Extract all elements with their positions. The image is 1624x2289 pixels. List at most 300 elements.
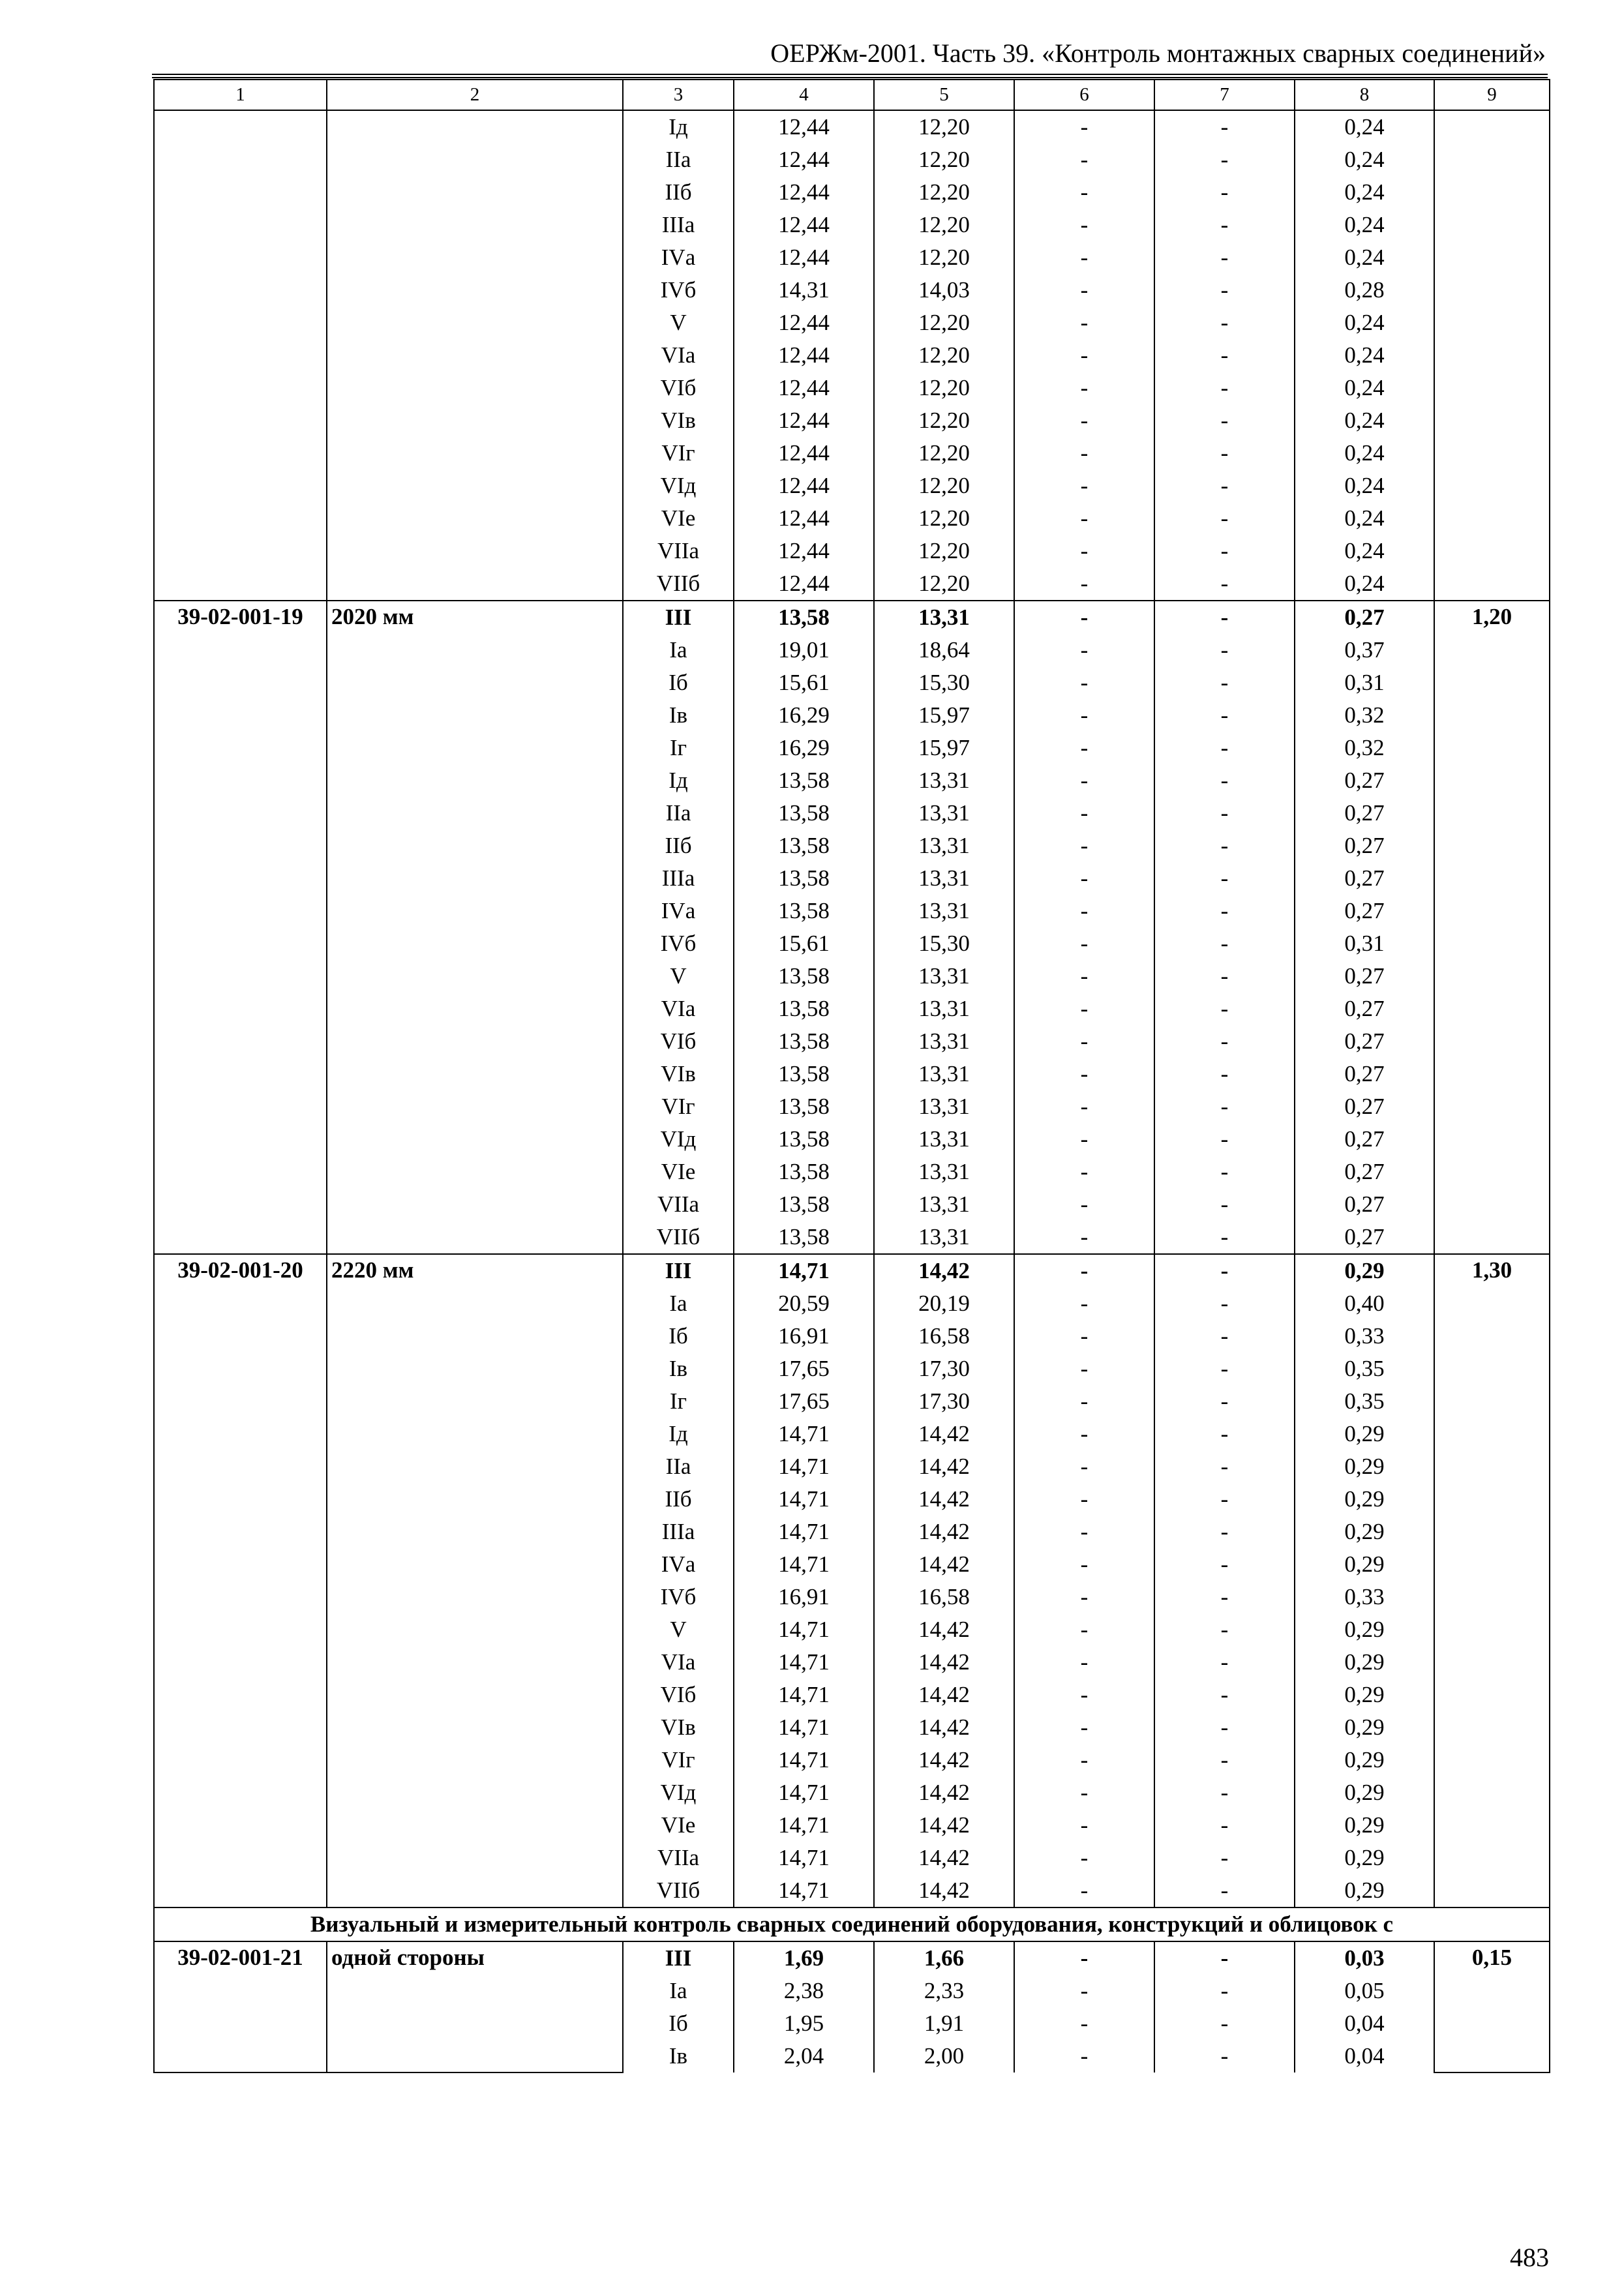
value-cell: - [1014, 1090, 1154, 1123]
column-number: 4 [734, 80, 874, 110]
value-cell: 13,58 [734, 895, 874, 927]
value-cell: - [1154, 1842, 1295, 1874]
page-number: 483 [1510, 2243, 1549, 2272]
value-cell: 1,66 [874, 1941, 1014, 1975]
value-cell: - [1154, 502, 1295, 535]
value-cell: 0,29 [1295, 1254, 1434, 1287]
value-cell: 13,31 [874, 764, 1014, 797]
header-rule [152, 74, 1548, 75]
value-cell: 14,42 [874, 1646, 1014, 1679]
value-cell: 12,20 [874, 241, 1014, 274]
value-cell: 12,44 [734, 241, 874, 274]
column-number: 7 [1154, 80, 1295, 110]
value-cell: 15,30 [874, 927, 1014, 960]
value-cell: 0,29 [1295, 1809, 1434, 1842]
degree-cell: VIIа [623, 1842, 734, 1874]
degree-cell: VIе [623, 1809, 734, 1842]
coefficient: 1,20 [1434, 601, 1550, 1254]
rates-table [153, 79, 1550, 2073]
value-cell: 18,64 [874, 634, 1014, 666]
value-cell: 14,42 [874, 1254, 1014, 1287]
degree-cell: V [623, 307, 734, 339]
value-cell: - [1154, 535, 1295, 567]
value-cell: - [1154, 1516, 1295, 1548]
value-cell: 1,95 [734, 2007, 874, 2040]
value-cell: - [1014, 960, 1154, 993]
value-cell: - [1154, 1646, 1295, 1679]
degree-cell: V [623, 960, 734, 993]
value-cell: - [1014, 699, 1154, 732]
rate-name: 2220 мм [327, 1254, 623, 1908]
value-cell: 0,31 [1295, 666, 1434, 699]
rates-table-body [154, 80, 1550, 2072]
value-cell: - [1014, 1679, 1154, 1711]
value-cell: - [1154, 1581, 1295, 1613]
degree-cell: VIIа [623, 535, 734, 567]
value-cell: 13,58 [734, 1156, 874, 1188]
column-number: 6 [1014, 80, 1154, 110]
value-cell: 13,58 [734, 1025, 874, 1058]
degree-cell: VIIб [623, 1874, 734, 1908]
value-cell: - [1154, 960, 1295, 993]
value-cell: 15,97 [874, 699, 1014, 732]
value-cell: 20,19 [874, 1287, 1014, 1320]
value-cell: 13,58 [734, 601, 874, 634]
value-cell: 14,71 [734, 1418, 874, 1450]
value-cell: - [1014, 1809, 1154, 1842]
value-cell: 0,37 [1295, 634, 1434, 666]
value-cell: - [1014, 927, 1154, 960]
value-cell: 14,42 [874, 1548, 1014, 1581]
value-cell: - [1014, 437, 1154, 470]
value-cell: - [1014, 143, 1154, 176]
value-cell: 14,71 [734, 1711, 874, 1744]
value-cell: - [1154, 1025, 1295, 1058]
value-cell: - [1154, 1058, 1295, 1090]
degree-cell: V [623, 1613, 734, 1646]
value-cell: - [1014, 634, 1154, 666]
value-cell: 12,44 [734, 470, 874, 502]
value-cell: 0,33 [1295, 1320, 1434, 1353]
value-cell: - [1014, 1287, 1154, 1320]
value-cell: 0,32 [1295, 699, 1434, 732]
value-cell: 0,31 [1295, 927, 1434, 960]
value-cell: - [1154, 1450, 1295, 1483]
value-cell: - [1154, 1809, 1295, 1842]
degree-cell: VIв [623, 404, 734, 437]
degree-cell: VIг [623, 437, 734, 470]
value-cell: 13,31 [874, 830, 1014, 862]
value-cell: - [1154, 1418, 1295, 1450]
value-cell: - [1014, 1842, 1154, 1874]
value-cell: 0,27 [1295, 601, 1434, 634]
value-cell: - [1154, 1776, 1295, 1809]
value-cell: 12,20 [874, 404, 1014, 437]
value-cell: - [1154, 601, 1295, 634]
value-cell: 12,44 [734, 437, 874, 470]
degree-cell: VIг [623, 1090, 734, 1123]
value-cell: 0,24 [1295, 307, 1434, 339]
value-cell: - [1014, 404, 1154, 437]
value-cell: 13,31 [874, 1090, 1014, 1123]
value-cell: - [1154, 1254, 1295, 1287]
value-cell: 13,31 [874, 1221, 1014, 1254]
value-cell: 13,31 [874, 1123, 1014, 1156]
degree-cell: VIг [623, 1744, 734, 1776]
degree-cell: IVа [623, 1548, 734, 1581]
value-cell: - [1014, 1548, 1154, 1581]
value-cell: - [1154, 830, 1295, 862]
value-cell: - [1014, 797, 1154, 830]
value-cell: 0,29 [1295, 1418, 1434, 1450]
table-row [154, 110, 1550, 143]
running-header: ОЕРЖм-2001. Часть 39. «Контроль монтажных сварных соединений» [770, 38, 1546, 68]
degree-cell: VIв [623, 1711, 734, 1744]
value-cell: 0,29 [1295, 1613, 1434, 1646]
value-cell: 14,42 [874, 1711, 1014, 1744]
degree-cell: IIб [623, 176, 734, 209]
value-cell: - [1154, 666, 1295, 699]
value-cell: 14,71 [734, 1516, 874, 1548]
rate-name [327, 110, 623, 601]
degree-cell: IIIа [623, 862, 734, 895]
value-cell: 0,03 [1295, 1941, 1434, 1975]
value-cell: 14,71 [734, 1679, 874, 1711]
value-cell: - [1154, 1188, 1295, 1221]
value-cell: - [1014, 1254, 1154, 1287]
value-cell: 13,31 [874, 960, 1014, 993]
degree-cell: VIв [623, 1058, 734, 1090]
value-cell: - [1154, 1711, 1295, 1744]
rate-code [154, 110, 327, 601]
value-cell: - [1014, 1941, 1154, 1975]
rate-code: 39-02-001-21 [154, 1941, 327, 2072]
value-cell: 14,71 [734, 1744, 874, 1776]
value-cell: 0,29 [1295, 1744, 1434, 1776]
value-cell: - [1014, 993, 1154, 1025]
value-cell: - [1154, 567, 1295, 601]
value-cell: - [1154, 1613, 1295, 1646]
value-cell: 0,29 [1295, 1516, 1434, 1548]
value-cell: 13,58 [734, 1221, 874, 1254]
value-cell: - [1154, 1744, 1295, 1776]
value-cell: 0,29 [1295, 1548, 1434, 1581]
value-cell: 12,44 [734, 404, 874, 437]
value-cell: 0,05 [1295, 1975, 1434, 2007]
value-cell: 15,97 [874, 732, 1014, 764]
degree-cell: VIб [623, 1679, 734, 1711]
value-cell: - [1154, 1874, 1295, 1908]
value-cell: 14,71 [734, 1874, 874, 1908]
degree-cell: Iв [623, 1353, 734, 1385]
table-row [154, 601, 1550, 634]
value-cell: 14,42 [874, 1418, 1014, 1450]
value-cell: - [1154, 1941, 1295, 1975]
value-cell: 14,31 [734, 274, 874, 307]
value-cell: 13,31 [874, 1156, 1014, 1188]
value-cell: - [1154, 1156, 1295, 1188]
value-cell: 13,58 [734, 1090, 874, 1123]
value-cell: 0,27 [1295, 764, 1434, 797]
value-cell: 20,59 [734, 1287, 874, 1320]
value-cell: 12,20 [874, 470, 1014, 502]
value-cell: 0,29 [1295, 1776, 1434, 1809]
value-cell: 0,27 [1295, 1188, 1434, 1221]
table-row [154, 1254, 1550, 1287]
degree-cell: VIIб [623, 567, 734, 601]
degree-cell: Iб [623, 666, 734, 699]
value-cell: 0,29 [1295, 1679, 1434, 1711]
value-cell: 0,28 [1295, 274, 1434, 307]
value-cell: - [1154, 110, 1295, 143]
value-cell: 0,29 [1295, 1450, 1434, 1483]
value-cell: 12,44 [734, 209, 874, 241]
value-cell: 12,20 [874, 339, 1014, 372]
value-cell: - [1014, 1613, 1154, 1646]
value-cell: 13,31 [874, 797, 1014, 830]
value-cell: 17,65 [734, 1353, 874, 1385]
value-cell: - [1154, 2007, 1295, 2040]
section-heading: Визуальный и измерительный контроль сварных соединений оборудования, конструкций и облицовок с [154, 1908, 1550, 1941]
value-cell: 14,42 [874, 1874, 1014, 1908]
value-cell: 16,91 [734, 1320, 874, 1353]
column-number: 2 [327, 80, 623, 110]
degree-cell: IIа [623, 797, 734, 830]
value-cell: 0,27 [1295, 1025, 1434, 1058]
value-cell: 14,42 [874, 1842, 1014, 1874]
value-cell: - [1154, 927, 1295, 960]
column-number: 1 [154, 80, 327, 110]
degree-cell: VIа [623, 993, 734, 1025]
degree-cell: VIд [623, 1123, 734, 1156]
value-cell: - [1154, 1221, 1295, 1254]
value-cell: 17,30 [874, 1353, 1014, 1385]
value-cell: - [1014, 1646, 1154, 1679]
value-cell: - [1014, 241, 1154, 274]
value-cell: - [1014, 470, 1154, 502]
value-cell: 0,24 [1295, 535, 1434, 567]
degree-cell: Iв [623, 2040, 734, 2072]
value-cell: - [1154, 797, 1295, 830]
value-cell: 0,29 [1295, 1874, 1434, 1908]
value-cell: 16,58 [874, 1320, 1014, 1353]
rate-name: 2020 мм [327, 601, 623, 1254]
value-cell: 16,58 [874, 1581, 1014, 1613]
degree-cell: IIа [623, 143, 734, 176]
value-cell: 0,27 [1295, 895, 1434, 927]
degree-cell: Iв [623, 699, 734, 732]
value-cell: 0,27 [1295, 797, 1434, 830]
value-cell: - [1014, 110, 1154, 143]
value-cell: - [1014, 2040, 1154, 2072]
degree-cell: IIа [623, 1450, 734, 1483]
degree-cell: IIIа [623, 1516, 734, 1548]
value-cell: - [1154, 1483, 1295, 1516]
degree-cell: Iд [623, 110, 734, 143]
degree-cell: VIе [623, 1156, 734, 1188]
degree-cell: VIа [623, 339, 734, 372]
degree-cell: III [623, 1941, 734, 1975]
degree-cell: IVа [623, 895, 734, 927]
value-cell: 0,24 [1295, 143, 1434, 176]
value-cell: 12,20 [874, 307, 1014, 339]
value-cell: - [1154, 634, 1295, 666]
value-cell: - [1014, 567, 1154, 601]
value-cell: - [1014, 830, 1154, 862]
value-cell: - [1154, 1353, 1295, 1385]
value-cell: - [1154, 2040, 1295, 2072]
value-cell: 13,58 [734, 960, 874, 993]
value-cell: - [1014, 764, 1154, 797]
value-cell: 12,20 [874, 176, 1014, 209]
value-cell: - [1014, 2007, 1154, 2040]
value-cell: 12,20 [874, 110, 1014, 143]
value-cell: 0,04 [1295, 2040, 1434, 2072]
value-cell: 13,31 [874, 601, 1014, 634]
value-cell: 14,42 [874, 1776, 1014, 1809]
value-cell: - [1154, 1975, 1295, 2007]
value-cell: 0,29 [1295, 1711, 1434, 1744]
value-cell: - [1154, 895, 1295, 927]
column-number: 8 [1295, 80, 1434, 110]
value-cell: 0,35 [1295, 1353, 1434, 1385]
value-cell: 12,20 [874, 372, 1014, 404]
column-number-row [154, 80, 1550, 110]
value-cell: 13,58 [734, 993, 874, 1025]
value-cell: 0,27 [1295, 993, 1434, 1025]
value-cell: - [1014, 1123, 1154, 1156]
value-cell: 14,42 [874, 1613, 1014, 1646]
degree-cell: VIIа [623, 1188, 734, 1221]
degree-cell: Iд [623, 1418, 734, 1450]
value-cell: 0,27 [1295, 1090, 1434, 1123]
column-number: 5 [874, 80, 1014, 110]
value-cell: 13,31 [874, 993, 1014, 1025]
degree-cell: Iа [623, 1287, 734, 1320]
value-cell: - [1014, 1320, 1154, 1353]
value-cell: 13,31 [874, 1058, 1014, 1090]
value-cell: - [1014, 1711, 1154, 1744]
column-number: 3 [623, 80, 734, 110]
value-cell: 14,71 [734, 1809, 874, 1842]
degree-cell: Iд [623, 764, 734, 797]
value-cell: - [1014, 1418, 1154, 1450]
value-cell: 13,58 [734, 797, 874, 830]
value-cell: 14,42 [874, 1679, 1014, 1711]
value-cell: 12,44 [734, 567, 874, 601]
value-cell: 14,42 [874, 1450, 1014, 1483]
value-cell: 0,24 [1295, 470, 1434, 502]
degree-cell: Iа [623, 634, 734, 666]
value-cell: 14,71 [734, 1776, 874, 1809]
value-cell: 2,38 [734, 1975, 874, 2007]
value-cell: - [1014, 1188, 1154, 1221]
value-cell: - [1154, 1287, 1295, 1320]
value-cell: 13,58 [734, 1058, 874, 1090]
value-cell: - [1014, 307, 1154, 339]
coefficient: 1,30 [1434, 1254, 1550, 1908]
value-cell: 14,42 [874, 1516, 1014, 1548]
value-cell: 13,58 [734, 1188, 874, 1221]
value-cell: 0,27 [1295, 1156, 1434, 1188]
value-cell: - [1014, 1516, 1154, 1548]
value-cell: - [1014, 372, 1154, 404]
value-cell: 15,30 [874, 666, 1014, 699]
degree-cell: IVб [623, 1581, 734, 1613]
value-cell: 0,27 [1295, 1221, 1434, 1254]
degree-cell: Iг [623, 732, 734, 764]
value-cell: 16,29 [734, 732, 874, 764]
value-cell: 0,04 [1295, 2007, 1434, 2040]
value-cell: 0,27 [1295, 960, 1434, 993]
value-cell: - [1154, 339, 1295, 372]
value-cell: 0,24 [1295, 567, 1434, 601]
value-cell: - [1014, 1581, 1154, 1613]
value-cell: 17,30 [874, 1385, 1014, 1418]
value-cell: 0,24 [1295, 110, 1434, 143]
value-cell: - [1154, 404, 1295, 437]
degree-cell: VIб [623, 1025, 734, 1058]
value-cell: - [1014, 274, 1154, 307]
value-cell: - [1014, 502, 1154, 535]
value-cell: - [1154, 1123, 1295, 1156]
value-cell: 12,44 [734, 372, 874, 404]
value-cell: 14,71 [734, 1842, 874, 1874]
value-cell: - [1014, 862, 1154, 895]
degree-cell: Iг [623, 1385, 734, 1418]
value-cell: 0,24 [1295, 209, 1434, 241]
value-cell: - [1014, 732, 1154, 764]
value-cell: 0,33 [1295, 1581, 1434, 1613]
degree-cell: IIб [623, 1483, 734, 1516]
value-cell: 0,29 [1295, 1842, 1434, 1874]
degree-cell: IIб [623, 830, 734, 862]
value-cell: - [1014, 601, 1154, 634]
value-cell: 12,44 [734, 339, 874, 372]
value-cell: 0,40 [1295, 1287, 1434, 1320]
degree-cell: Iб [623, 1320, 734, 1353]
degree-cell: Iа [623, 1975, 734, 2007]
value-cell: - [1014, 209, 1154, 241]
value-cell: 12,20 [874, 143, 1014, 176]
value-cell: - [1014, 1776, 1154, 1809]
value-cell: 0,24 [1295, 176, 1434, 209]
value-cell: 13,31 [874, 1025, 1014, 1058]
value-cell: 14,71 [734, 1548, 874, 1581]
degree-cell: III [623, 601, 734, 634]
coefficient [1434, 110, 1550, 601]
value-cell: - [1154, 732, 1295, 764]
value-cell: - [1014, 1025, 1154, 1058]
value-cell: - [1154, 1320, 1295, 1353]
value-cell: - [1154, 209, 1295, 241]
value-cell: 0,24 [1295, 241, 1434, 274]
value-cell: - [1014, 1221, 1154, 1254]
value-cell: - [1154, 1679, 1295, 1711]
degree-cell: VIа [623, 1646, 734, 1679]
value-cell: - [1154, 307, 1295, 339]
value-cell: - [1154, 176, 1295, 209]
value-cell: 15,61 [734, 927, 874, 960]
value-cell: - [1154, 993, 1295, 1025]
value-cell: 12,44 [734, 143, 874, 176]
value-cell: 19,01 [734, 634, 874, 666]
value-cell: - [1154, 699, 1295, 732]
column-number: 9 [1434, 80, 1550, 110]
value-cell: - [1014, 895, 1154, 927]
section-heading-row [154, 1908, 1550, 1941]
degree-cell: IVб [623, 274, 734, 307]
